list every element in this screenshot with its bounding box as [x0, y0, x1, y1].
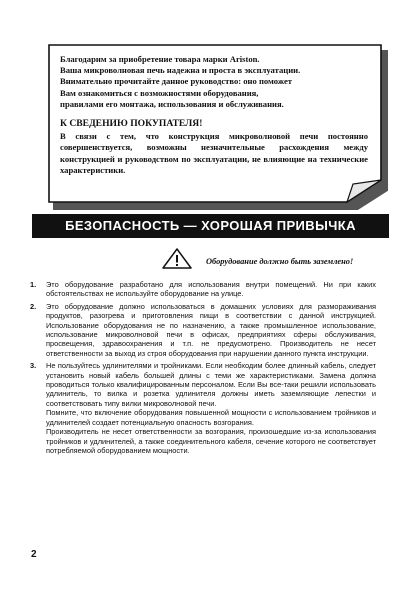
rule-paragraph: Это оборудование должно использоваться в домашних условиях для размораживания продуктов, разогрева и приготовления пищи в соответствии с данной инструкцией. Использование оборудования не по назначению, а также промышленное использование, использование микроволновой печи в офисах, предприятиях сферы обслуживания, просвещения, здравоохранения и т.п. не предусмотрено. Производитель не несет ответственности за выход из строя оборудования при нарушении данного пункта инструкции. — [46, 301, 376, 358]
rule-number: 1. — [30, 280, 37, 289]
rule-number: 3. — [30, 361, 37, 371]
notice-intro-line: правилами его монтажа, использования и обслуживания. — [60, 98, 284, 109]
rule-paragraph: Помните, что включение оборудования повышенной мощности с использованием тройников и удлинителей создает потенциальную опасность возгорания. — [46, 408, 376, 427]
notice-intro-line: Вам ознакомиться с возможностями оборудования, — [60, 87, 259, 98]
notice-heading: К СВЕДЕНИЮ ПОКУПАТЕЛЯ! — [60, 118, 203, 130]
grounding-warning — [160, 246, 382, 270]
rule-paragraph: Производитель не несет ответственности за возгорания, произошедшие из-за использования тройников и удлинителей, а также соединительного кабеля, сечение которого не соответствует потребляемой оборудованием мощности. — [46, 427, 376, 455]
list-item — [30, 361, 376, 455]
notice-body: В связи с тем, что конструкция микроволновой печи постоянно совершенствуется, возможны незначительные расхождения между конструкцией и руководством по эксплуатации, не влияющие на технические характеристики. — [60, 131, 368, 175]
page-number: 2 — [31, 549, 37, 560]
rule-paragraph: Это оборудование разработано для использования внутри помещений. Ни при каких обстоятельствах не используйте оборудование на улице. — [46, 280, 376, 299]
notice-text — [60, 54, 368, 176]
warning-triangle-icon — [160, 246, 194, 270]
list-item — [30, 302, 376, 358]
rule-number: 2. — [30, 301, 37, 311]
warning-text: Оборудование должно быть заземлено! — [206, 257, 354, 266]
notice-intro-line: Ваша микроволновая печь надежна и проста в эксплуатации. — [60, 65, 301, 76]
notice-box — [48, 44, 388, 210]
section-title: БЕЗОПАСНОСТЬ — ХОРОШАЯ ПРИВЫЧКА — [32, 214, 389, 238]
list-item — [30, 280, 376, 299]
notice-intro-line: Внимательно прочитайте данное руководство: оно поможет — [60, 76, 293, 87]
rule-paragraph: Не пользуйтесь удлинителями и тройниками. Если необходим более длинный кабель, следует установить новый кабель большей длины с теми же характеристиками. Замена должна проводиться только квалифицированным персоналом. Если Вы все-таки решили использовать удлинитель, то вилка и розетка удлинителя должны иметь заземляющие лепестки и соответствовать типу вилки микроволновой печи. — [46, 361, 376, 408]
safety-rules-list — [30, 280, 376, 458]
notice-intro-line: Благодарим за приобретение товара марки Ariston. — [60, 54, 260, 64]
